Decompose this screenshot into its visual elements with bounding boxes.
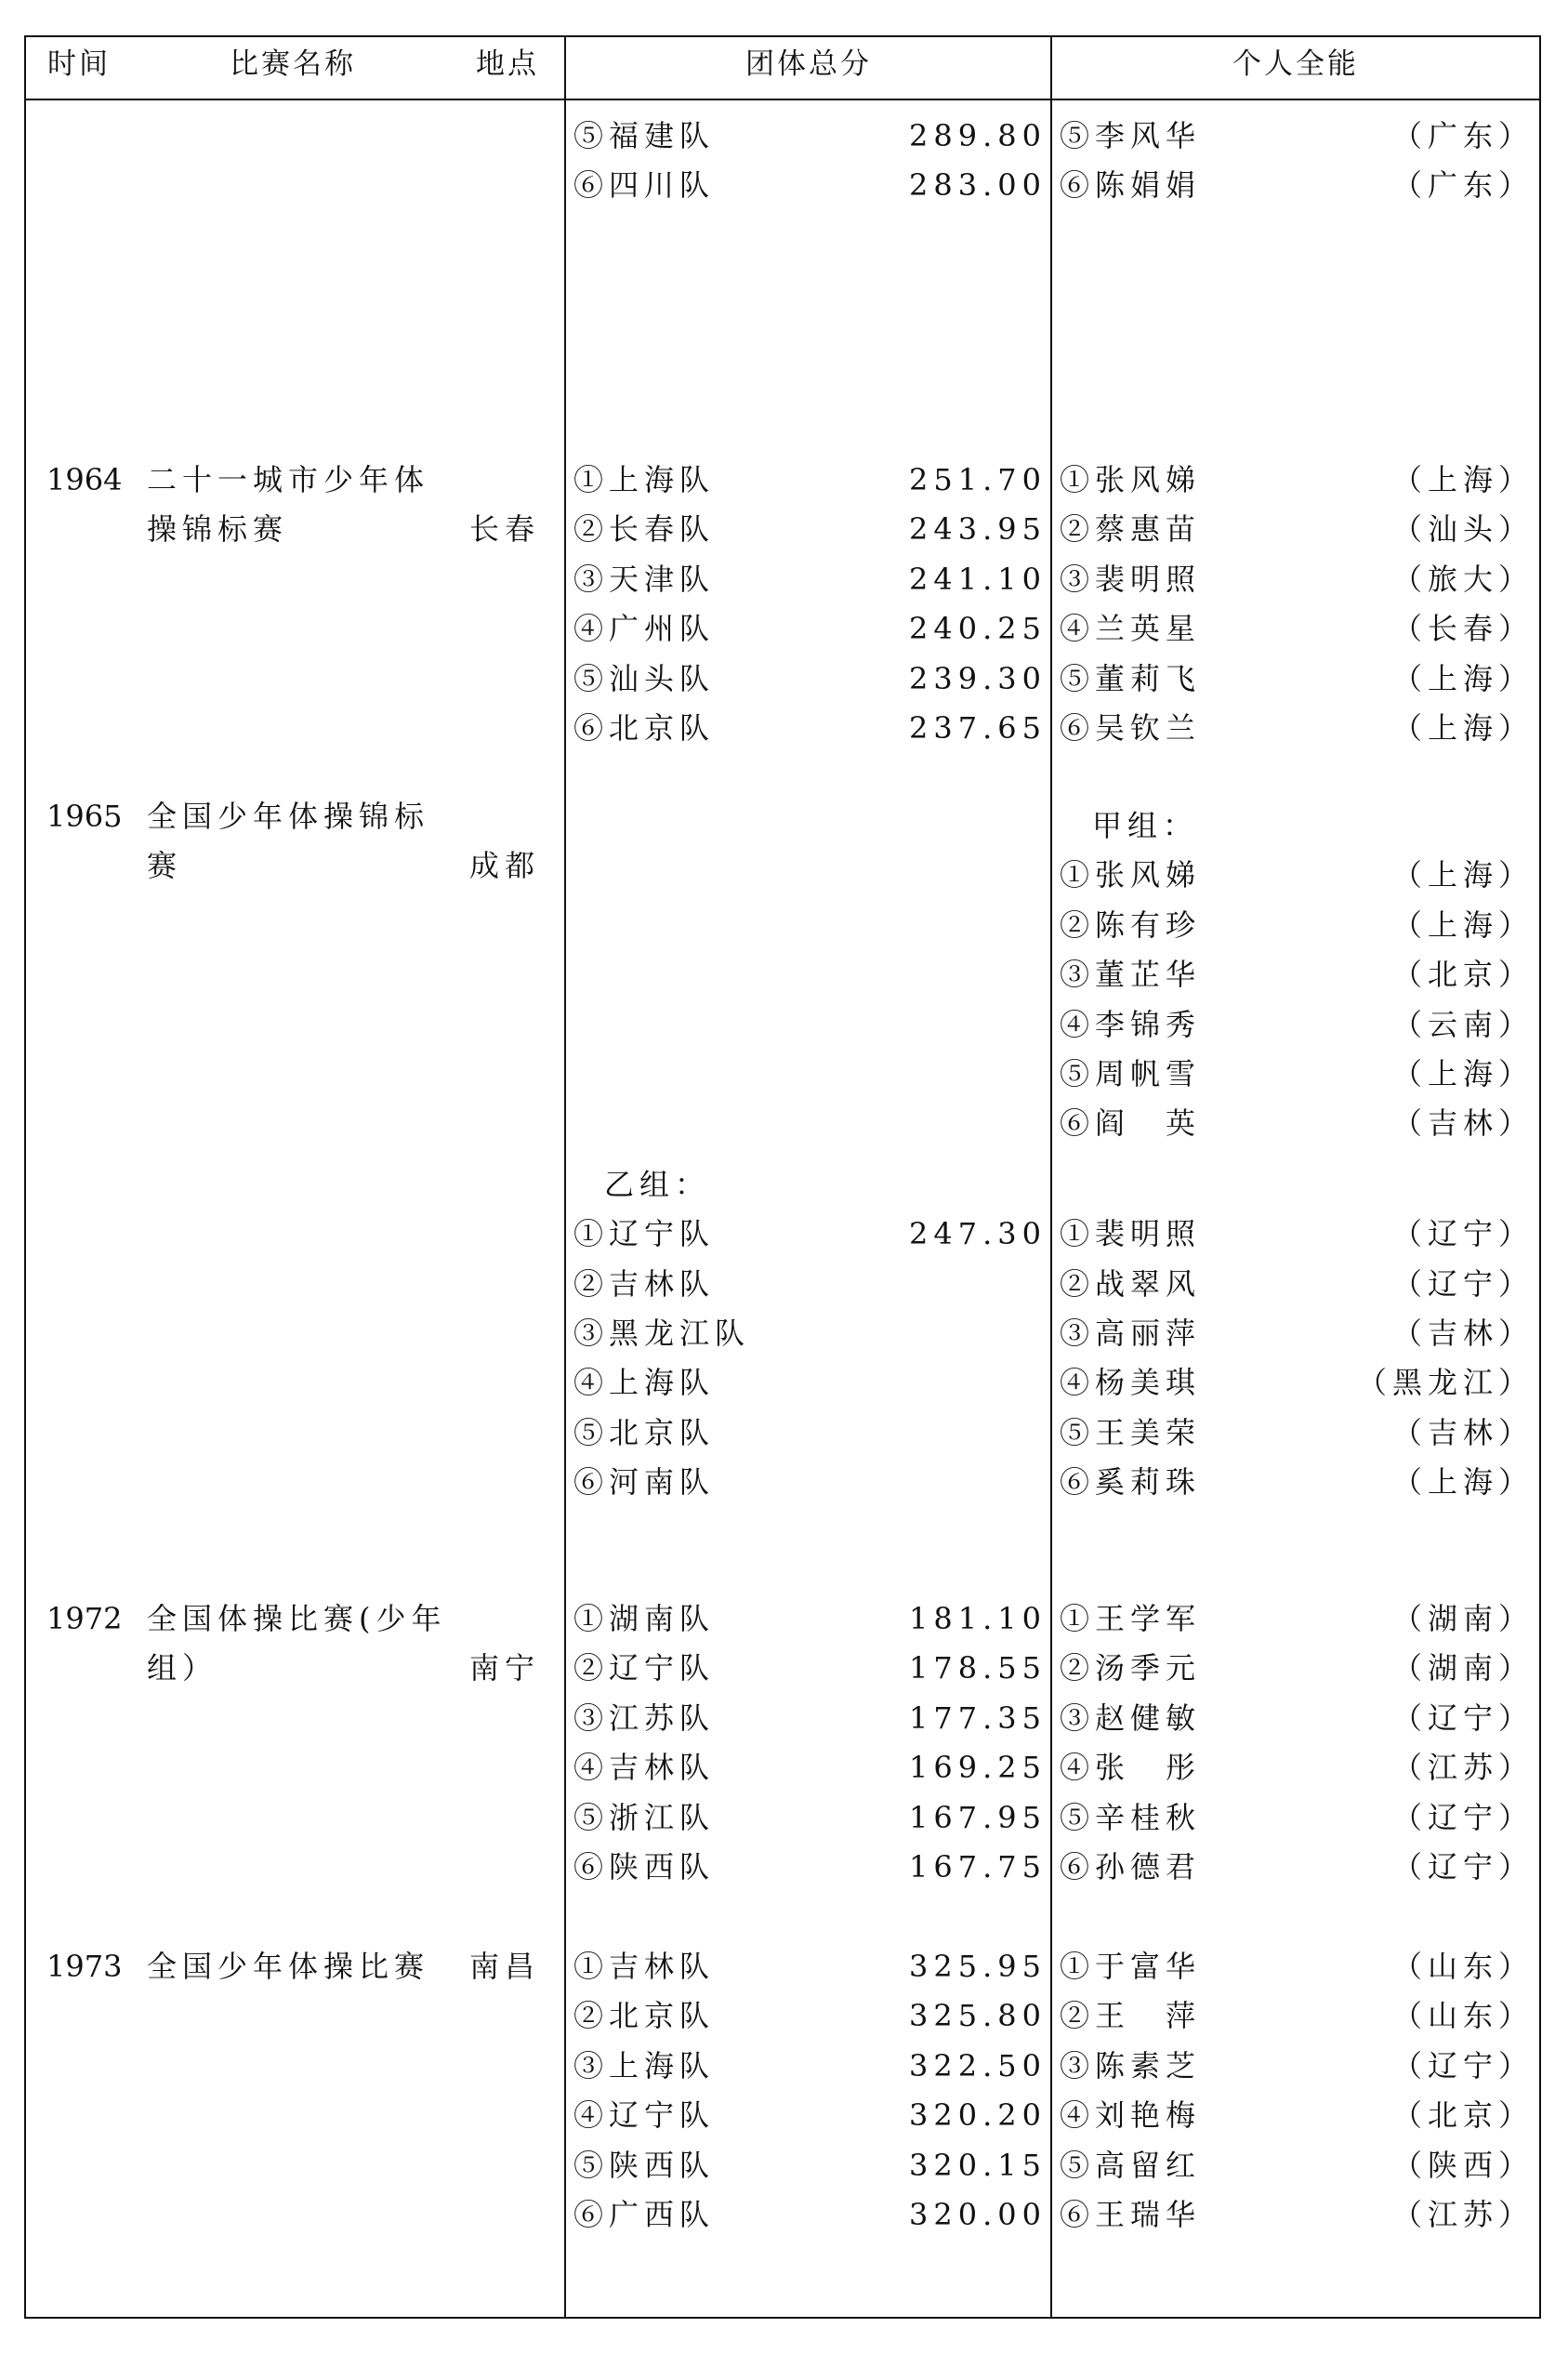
gymnast-region: （湖南）: [1391, 1650, 1534, 1686]
team-name: ④上海队: [573, 1365, 716, 1401]
team-name: ③黑龙江队: [573, 1316, 751, 1351]
gymnast-name: ⑤高留红: [1060, 2147, 1202, 2183]
team-score: 178.55: [909, 1650, 1047, 1686]
team-name: ①吉林队: [573, 1949, 716, 1984]
team-name: ③江苏队: [573, 1699, 716, 1736]
event-name-line: 二十一城市少年体: [147, 462, 430, 497]
gymnast-name: ⑤辛桂秋: [1060, 1799, 1202, 1835]
header-individual-all-around: 个人全能: [1232, 47, 1359, 81]
gymnast-region: （旅大）: [1391, 561, 1534, 597]
gymnast-region: （辽宁）: [1391, 1216, 1534, 1252]
gymnast-region: （北京）: [1391, 957, 1534, 993]
gymnast-name: ④杨美琪: [1060, 1365, 1202, 1401]
gymnast-region: （上海）: [1391, 1056, 1534, 1091]
event-place: 南宁: [469, 1650, 541, 1686]
gymnast-name: ③赵健敏: [1060, 1699, 1202, 1736]
team-name: ②吉林队: [573, 1265, 716, 1302]
gymnast-region: （云南）: [1391, 1006, 1534, 1042]
group-a-label: 甲组：: [1092, 808, 1199, 843]
event-year: 1964: [46, 462, 123, 497]
gymnast-name: ③裴明照: [1060, 561, 1202, 597]
gymnast-name: ⑥吴钦兰: [1060, 710, 1202, 746]
event-place: 南昌: [469, 1949, 541, 1984]
team-score: 325.80: [909, 1998, 1047, 2034]
gymnast-region: （上海）: [1391, 462, 1534, 497]
team-name: ⑥四川队: [573, 167, 716, 204]
team-score: 325.95: [909, 1949, 1047, 1984]
gymnast-name: ①于富华: [1060, 1949, 1202, 1984]
gymnast-name: ⑥陈娟娟: [1060, 167, 1202, 204]
gymnast-name: ⑤李风华: [1060, 118, 1202, 153]
gymnast-name: ②汤季元: [1060, 1650, 1202, 1686]
gymnast-name: ④刘艳梅: [1060, 2097, 1202, 2134]
team-score: 239.30: [909, 660, 1047, 696]
event-name-line: 赛: [147, 848, 183, 884]
team-score: 240.25: [909, 611, 1047, 647]
gymnast-name: ③陈素芝: [1060, 2047, 1202, 2083]
team-name: ④辽宁队: [573, 2097, 716, 2134]
gymnast-region: （广东）: [1391, 167, 1534, 204]
team-score: 251.70: [909, 462, 1047, 497]
gymnast-region: （上海）: [1391, 710, 1534, 746]
table-top-border: [24, 35, 1541, 37]
team-name: ②辽宁队: [573, 1650, 716, 1686]
team-score: 320.20: [909, 2097, 1047, 2134]
gymnast-name: ④兰英星: [1060, 611, 1202, 647]
gymnast-region: （广东）: [1391, 118, 1534, 153]
team-score: 320.15: [909, 2147, 1047, 2183]
team-score: 283.00: [909, 167, 1047, 204]
gymnast-region: （北京）: [1391, 2097, 1534, 2134]
gymnast-name: ②战翠风: [1060, 1265, 1202, 1302]
gymnast-name: ④张 彤: [1060, 1750, 1202, 1786]
team-score: 167.95: [909, 1799, 1047, 1835]
gymnast-region: （上海）: [1391, 660, 1534, 696]
gymnast-region: （辽宁）: [1391, 1265, 1534, 1302]
gymnast-region: （江苏）: [1391, 1750, 1534, 1786]
team-score: 289.80: [909, 118, 1047, 153]
team-name: ⑤福建队: [573, 118, 716, 153]
gymnast-name: ③高丽萍: [1060, 1316, 1202, 1351]
table-left-border: [24, 35, 26, 2319]
team-name: ④吉林队: [573, 1750, 716, 1786]
gymnast-name: ⑥王瑞华: [1060, 2197, 1202, 2232]
gymnast-name: ②蔡惠苗: [1060, 511, 1202, 548]
gymnast-name: ⑤董莉飞: [1060, 660, 1202, 696]
event-name-line: 组）: [147, 1650, 218, 1686]
table-right-border: [1539, 35, 1541, 2319]
gymnast-name: ④李锦秀: [1060, 1006, 1202, 1042]
event-year: 1973: [46, 1949, 123, 1984]
header-team-total: 团体总分: [745, 47, 872, 81]
group-b-label: 乙组：: [604, 1166, 711, 1202]
individual-column-divider: [1050, 35, 1052, 2319]
gymnast-region: （汕头）: [1391, 511, 1534, 548]
team-name: ①辽宁队: [573, 1216, 716, 1252]
team-score: 177.35: [909, 1699, 1047, 1736]
gymnast-region: （吉林）: [1391, 1414, 1534, 1450]
gymnast-region: （辽宁）: [1391, 1799, 1534, 1835]
team-name: ⑤陕西队: [573, 2147, 716, 2183]
event-place: 长春: [469, 511, 541, 548]
gymnast-name: ⑤王美荣: [1060, 1414, 1202, 1450]
team-name: ⑥陕西队: [573, 1849, 716, 1885]
gymnast-name: ③董芷华: [1060, 957, 1202, 993]
event-year: 1965: [46, 799, 123, 834]
gymnast-name: ⑥阎 英: [1060, 1105, 1202, 1142]
gymnast-region: （山东）: [1391, 1949, 1534, 1984]
team-name: ①湖南队: [573, 1601, 716, 1636]
gymnast-name: ①张风娣: [1060, 857, 1202, 893]
gymnast-region: （黑龙江）: [1356, 1365, 1534, 1401]
gymnast-region: （辽宁）: [1391, 1699, 1534, 1736]
event-name-line: 操锦标赛: [147, 511, 289, 548]
gymnast-name: ①王学军: [1060, 1601, 1202, 1636]
gymnast-region: （湖南）: [1391, 1601, 1534, 1636]
gymnast-region: （陕西）: [1391, 2147, 1534, 2183]
gymnast-name: ①张风娣: [1060, 462, 1202, 497]
gymnast-name: ⑥孙德君: [1060, 1849, 1202, 1885]
event-name-line: 全国少年体操锦标: [147, 799, 430, 834]
gymnast-name: ①裴明照: [1060, 1216, 1202, 1252]
gymnast-region: （吉林）: [1391, 1316, 1534, 1351]
gymnast-region: （上海）: [1391, 906, 1534, 943]
gymnast-name: ②陈有珍: [1060, 906, 1202, 943]
team-name: ③天津队: [573, 561, 716, 597]
team-score: 241.10: [909, 561, 1047, 597]
team-score: 243.95: [909, 511, 1047, 548]
team-name: ⑥河南队: [573, 1464, 716, 1501]
gymnast-region: （吉林）: [1391, 1105, 1534, 1142]
table-bottom-border: [24, 2317, 1541, 2319]
header-place: 地点: [476, 47, 539, 81]
event-year: 1972: [46, 1601, 123, 1636]
gymnast-region: （上海）: [1391, 1464, 1534, 1501]
team-score: 167.75: [909, 1849, 1047, 1885]
team-score: 181.10: [909, 1601, 1047, 1636]
event-place: 成都: [469, 848, 541, 884]
team-score: 247.30: [909, 1216, 1047, 1252]
team-name: ④广州队: [573, 611, 716, 647]
header-time: 时间: [47, 47, 111, 81]
team-name: ⑥广西队: [573, 2197, 716, 2232]
team-score: 322.50: [909, 2047, 1047, 2083]
gymnast-name: ⑤周帆雪: [1060, 1056, 1202, 1091]
gymnast-name: ⑥奚莉珠: [1060, 1464, 1202, 1501]
team-name: ②长春队: [573, 511, 716, 548]
header-competition-name: 比赛名称: [230, 47, 356, 81]
event-name-line: 全国体操比赛(少年: [147, 1601, 447, 1636]
team-score: 169.25: [909, 1750, 1047, 1786]
gymnast-region: （辽宁）: [1391, 2047, 1534, 2083]
team-name: ⑤浙江队: [573, 1799, 716, 1835]
team-name: ③上海队: [573, 2047, 716, 2083]
gymnast-region: （山东）: [1391, 1998, 1534, 2034]
team-score: 320.00: [909, 2197, 1047, 2232]
event-name-line: 全国少年体操比赛: [147, 1949, 430, 1984]
gymnast-region: （辽宁）: [1391, 1849, 1534, 1885]
team-name: ①上海队: [573, 462, 716, 497]
team-name: ⑤汕头队: [573, 660, 716, 696]
header-bottom-border: [24, 99, 1541, 100]
gymnast-region: （上海）: [1391, 857, 1534, 893]
team-score: 237.65: [909, 710, 1047, 746]
team-name: ⑥北京队: [573, 710, 716, 746]
gymnast-region: （江苏）: [1391, 2197, 1534, 2232]
gymnast-name: ②王 萍: [1060, 1998, 1202, 2034]
gymnast-region: （长春）: [1391, 611, 1534, 647]
team-name: ②北京队: [573, 1998, 716, 2034]
team-name: ⑤北京队: [573, 1414, 716, 1450]
team-column-divider: [564, 35, 566, 2319]
